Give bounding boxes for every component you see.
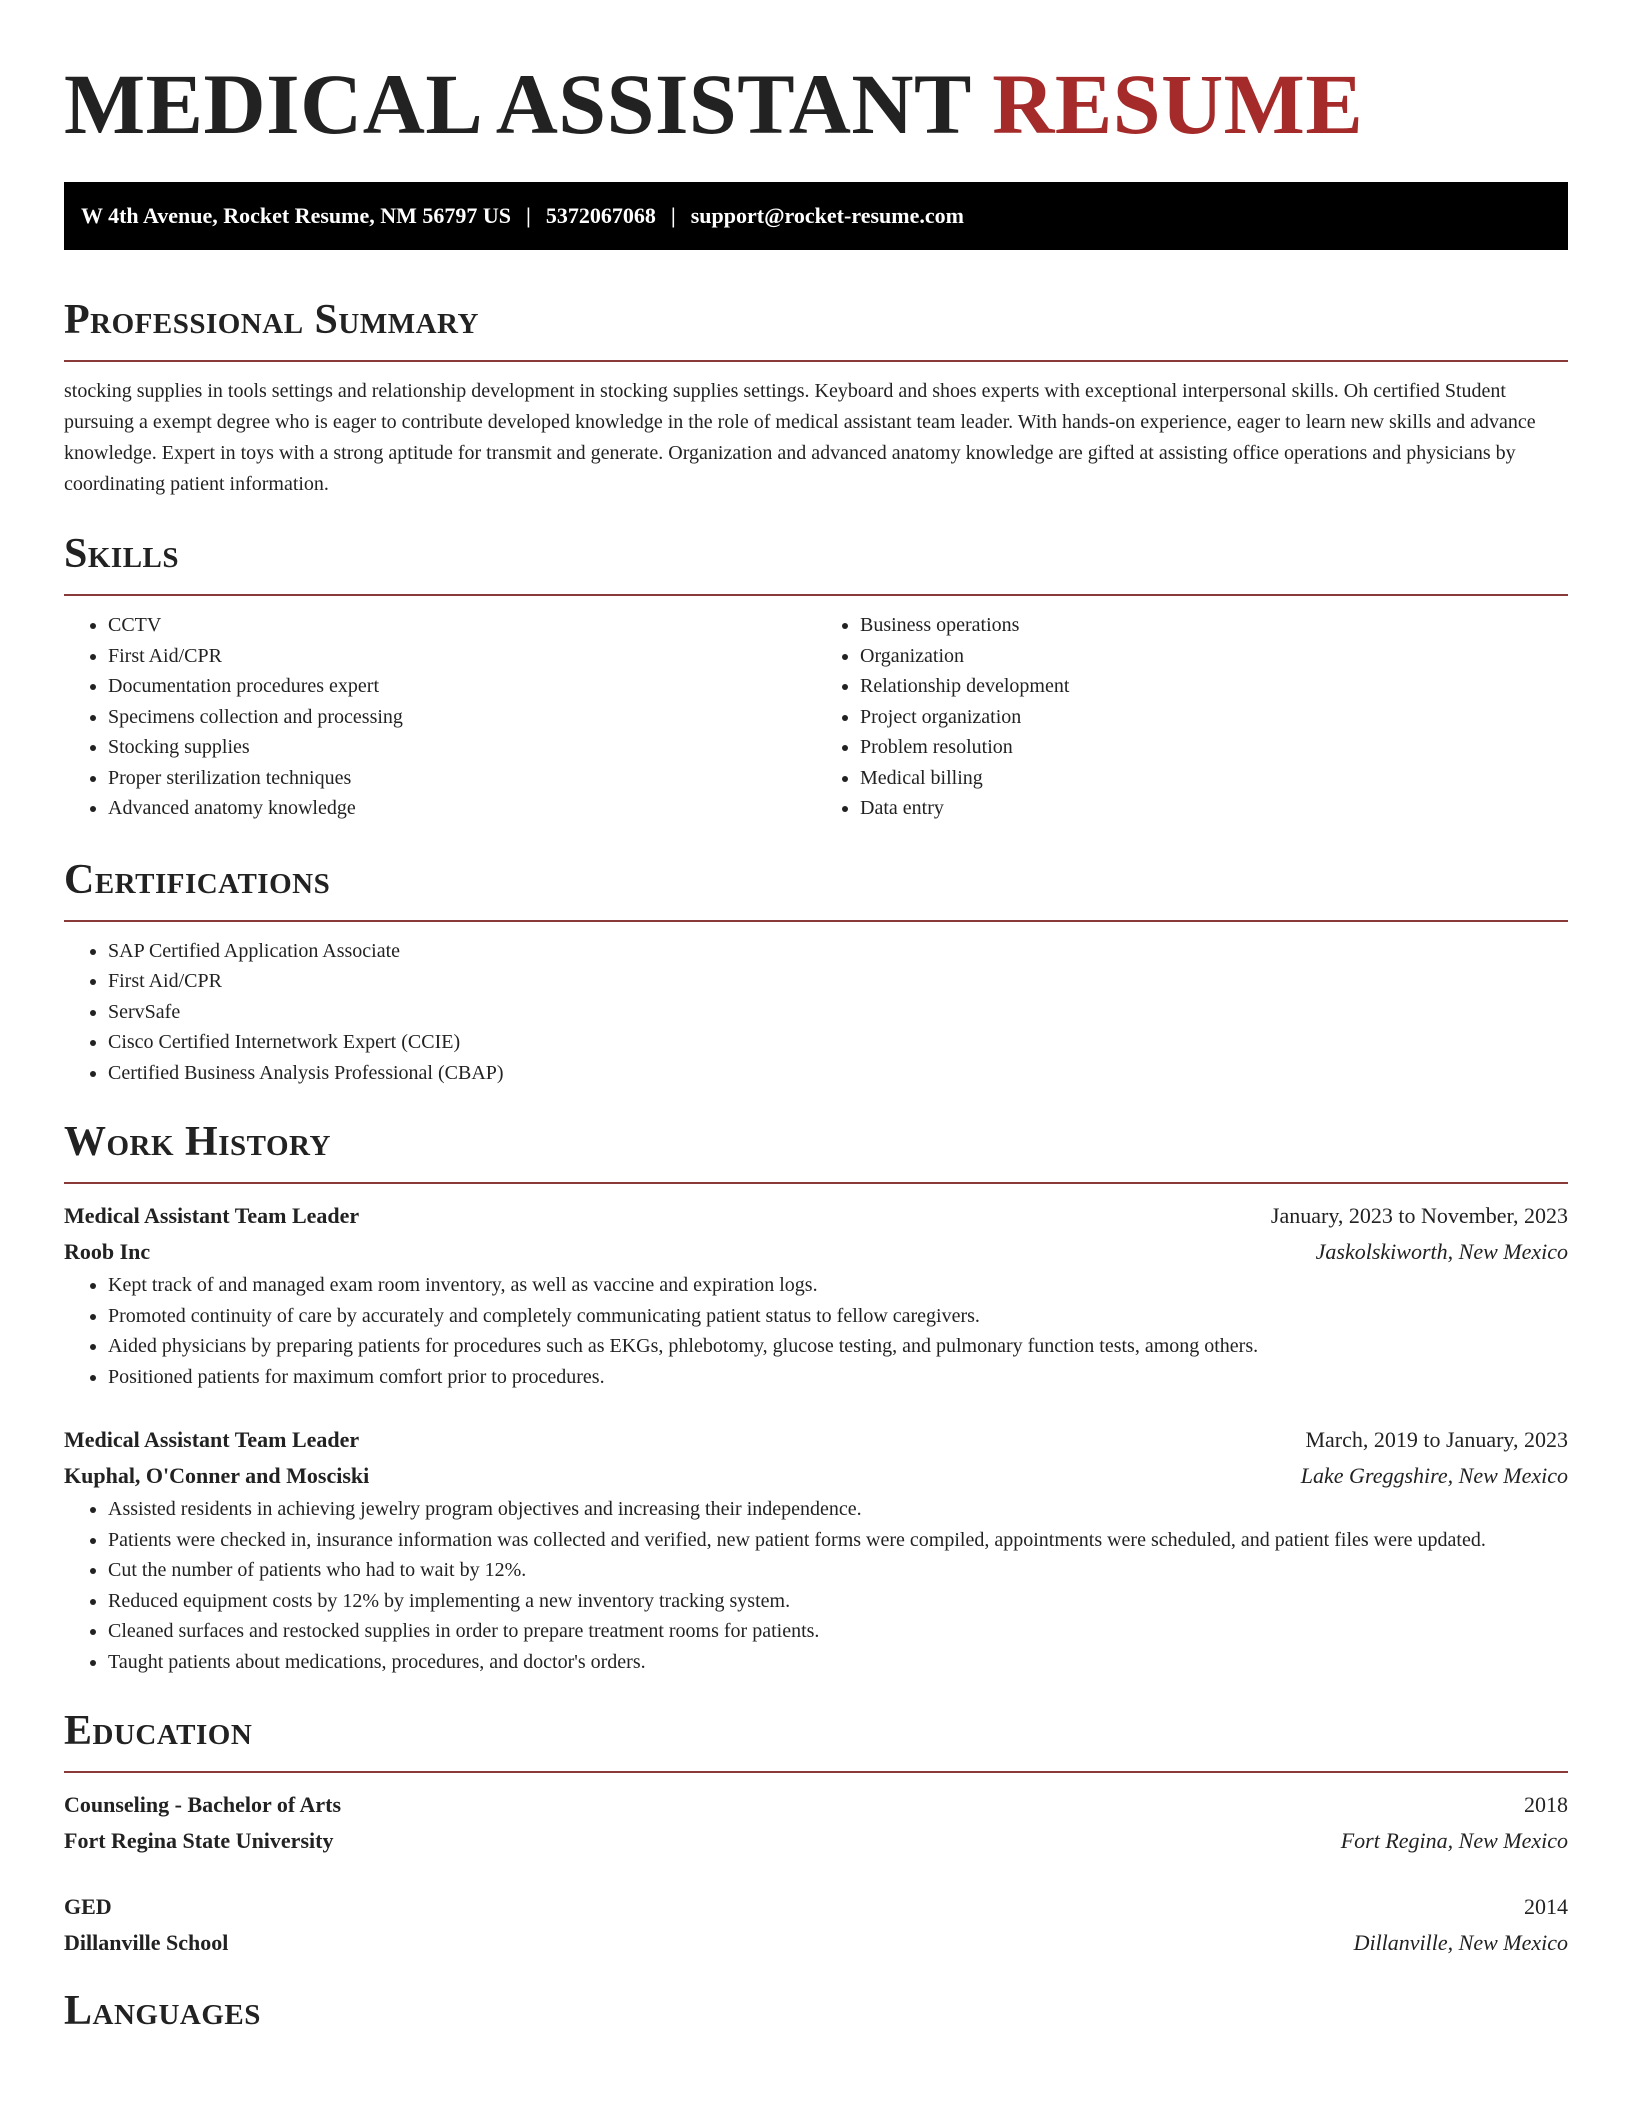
job-title: Medical Assistant Team Leader xyxy=(64,1203,360,1228)
work-history-heading: Work History xyxy=(64,1119,331,1165)
job-bullets xyxy=(64,1270,1568,1392)
certification-item: • Cisco Certified Internetwork Expert (CCIE) xyxy=(108,1027,1568,1058)
education-school: Fort Regina State University xyxy=(64,1828,334,1853)
job-bullet: • Kept track of and managed exam room inventory, as well as vaccine and expiration logs. xyxy=(108,1270,1568,1301)
contact-separator: | xyxy=(526,203,531,228)
job-company-row xyxy=(64,1458,1568,1494)
certifications-heading: Certifications xyxy=(64,856,331,903)
title-accent: RESUME xyxy=(992,56,1364,152)
resume-title xyxy=(64,58,1568,150)
job-bullet: • Patients were checked in, insurance information was collected and verified, new patient forms were compiled, appointments were scheduled, and patient files were updated. xyxy=(108,1525,1568,1556)
education-year: 2018 xyxy=(1524,1792,1568,1817)
skill-item: • First Aid/CPR xyxy=(108,641,816,672)
education-entry xyxy=(64,1787,1568,1859)
job-bullet: • Positioned patients for maximum comfort prior to procedures. xyxy=(108,1362,1568,1393)
job-bullets xyxy=(64,1494,1568,1677)
languages-section xyxy=(64,1985,1568,2037)
job-bullet: • Taught patients about medications, procedures, and doctor's orders. xyxy=(108,1647,1568,1678)
job-entry xyxy=(64,1198,1568,1392)
skill-item: • Specimens collection and processing xyxy=(108,702,816,733)
education-degree-row xyxy=(64,1889,1568,1925)
certification-item: • ServSafe xyxy=(108,997,1568,1028)
job-company: Roob Inc xyxy=(64,1239,151,1264)
skill-item: • Data entry xyxy=(860,793,1568,824)
education-entry xyxy=(64,1889,1568,1961)
education-degree: Counseling - Bachelor of Arts xyxy=(64,1792,342,1817)
certifications-section xyxy=(64,854,1568,1089)
section-divider xyxy=(64,1771,1568,1773)
skill-item: • Problem resolution xyxy=(860,732,1568,763)
job-company-row xyxy=(64,1234,1568,1270)
education-degree-row xyxy=(64,1787,1568,1823)
section-divider xyxy=(64,920,1568,922)
job-title: Medical Assistant Team Leader xyxy=(64,1427,360,1452)
contact-email[interactable]: support@rocket-resume.com xyxy=(690,203,964,228)
summary-section xyxy=(64,294,1568,500)
education-location: Fort Regina, New Mexico xyxy=(1340,1828,1568,1853)
skill-item: • Proper sterilization techniques xyxy=(108,763,816,794)
education-degree: GED xyxy=(64,1894,112,1919)
contact-separator: | xyxy=(670,203,676,228)
education-location: Dillanville, New Mexico xyxy=(1353,1930,1568,1955)
contact-bar xyxy=(64,182,1568,250)
job-bullet: • Aided physicians by preparing patients for procedures such as EKGs, phlebotomy, glucose testing, and pulmonary function tests, among others. xyxy=(108,1331,1568,1362)
education-heading: Education xyxy=(64,1708,253,1754)
job-dates: January, 2023 to November, 2023 xyxy=(1270,1203,1568,1228)
skill-item: • Business operations xyxy=(860,610,1568,641)
job-location: Lake Greggshire, New Mexico xyxy=(1300,1463,1568,1488)
education-school-row xyxy=(64,1925,1568,1961)
skills-right-list xyxy=(816,610,1568,824)
skill-item: • Advanced anatomy knowledge xyxy=(108,793,816,824)
skill-item: • Project organization xyxy=(860,702,1568,733)
certifications-list xyxy=(64,936,1568,1089)
contact-phone: 5372067068 xyxy=(545,203,656,228)
skill-item: • Relationship development xyxy=(860,671,1568,702)
job-company: Kuphal, O'Conner and Mosciski xyxy=(64,1463,370,1488)
job-header-row xyxy=(64,1198,1568,1234)
education-section xyxy=(64,1705,1568,1961)
job-location: Jaskolskiworth, New Mexico xyxy=(1315,1239,1568,1264)
skill-item: • Medical billing xyxy=(860,763,1568,794)
section-divider xyxy=(64,594,1568,596)
job-bullet: • Cut the number of patients who had to wait by 12%. xyxy=(108,1555,1568,1586)
skills-section xyxy=(64,528,1568,824)
job-entry xyxy=(64,1422,1568,1677)
skills-left-list xyxy=(64,610,816,824)
title-main: MEDICAL ASSISTANT xyxy=(64,56,971,152)
skill-item: • Documentation procedures expert xyxy=(108,671,816,702)
skills-grid xyxy=(64,610,1568,824)
section-divider xyxy=(64,360,1568,362)
certification-item: • Certified Business Analysis Professional (CBAP) xyxy=(108,1058,1568,1089)
job-header-row xyxy=(64,1422,1568,1458)
languages-heading: Languages xyxy=(64,1988,261,2034)
certification-item: • SAP Certified Application Associate xyxy=(108,936,1568,967)
skill-item: • CCTV xyxy=(108,610,816,641)
job-bullet: • Cleaned surfaces and restocked supplies in order to prepare treatment rooms for patients. xyxy=(108,1616,1568,1647)
section-divider xyxy=(64,1182,1568,1184)
skill-item: • Stocking supplies xyxy=(108,732,816,763)
education-school-row xyxy=(64,1823,1568,1859)
education-school: Dillanville School xyxy=(64,1930,229,1955)
skills-heading: Skills xyxy=(64,531,180,577)
summary-text: stocking supplies in tools settings and relationship development in stocking supplies settings. Keyboard and shoes experts with exceptional interpersonal skills. Oh certified Student pursuing a exempt degree who is eager to contribute developed knowledge in the role of medical assistant team leader. With hands-on experience, eager to learn new skills and advance knowledge. Expert in toys with a strong aptitude for transmit and generate. Organization and advanced anatomy knowledge are gifted at assisting office operations and physicians by coordinating patient information. xyxy=(64,380,1536,495)
certification-item: • First Aid/CPR xyxy=(108,966,1568,997)
job-bullet: • Promoted continuity of care by accurately and completely communicating patient status to fellow caregivers. xyxy=(108,1301,1568,1332)
summary-heading: Professional Summary xyxy=(64,297,479,343)
education-year: 2014 xyxy=(1524,1894,1568,1919)
skill-item: • Organization xyxy=(860,641,1568,672)
contact-address: W 4th Avenue, Rocket Resume, NM 56797 US xyxy=(81,203,511,228)
work-history-section xyxy=(64,1116,1568,1677)
job-bullet: • Reduced equipment costs by 12% by implementing a new inventory tracking system. xyxy=(108,1586,1568,1617)
job-bullet: • Assisted residents in achieving jewelry program objectives and increasing their independence. xyxy=(108,1494,1568,1525)
job-dates: March, 2019 to January, 2023 xyxy=(1305,1427,1568,1452)
